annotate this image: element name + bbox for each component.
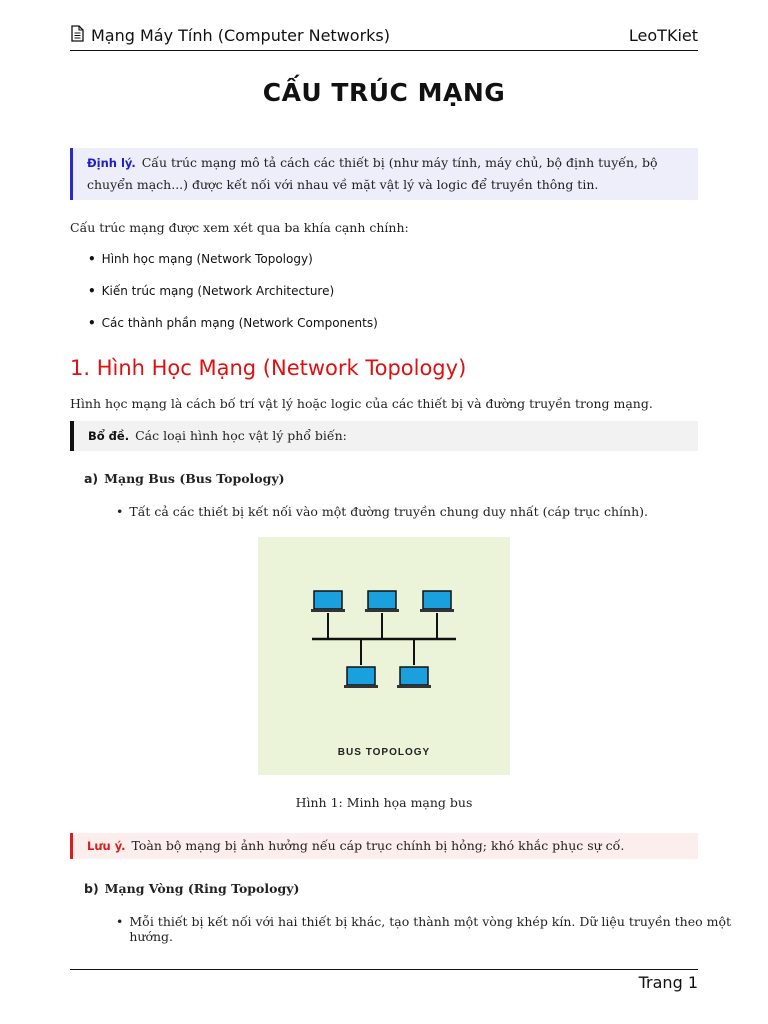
author-name: LeoTKiet (628, 25, 698, 45)
intro-paragraph: Cấu trúc mạng được xem xét qua ba khía cạnh chính: (70, 220, 409, 235)
subsection-bus (84, 471, 285, 486)
lemma-label: Bổ đề. (88, 429, 130, 443)
bus-bullet-text: Tất cả các thiết bị kết nối vào một đường truyền chung duy nhất (cáp trục chính). (129, 504, 649, 519)
definition-label: Định lý. (87, 156, 136, 170)
subsection-ring (84, 881, 299, 896)
section-heading: 1. Hình Học Mạng (Network Topology) (70, 356, 467, 380)
aspect-item-label: Hình học mạng (Network Topology) (101, 252, 313, 266)
page-header (70, 22, 698, 48)
figure-caption: Hình 1: Minh họa mạng bus (295, 795, 473, 810)
aspect-item: • Hình học mạng (Network Topology) (88, 252, 313, 266)
bus-bullet: • Tất cả các thiết bị kết nối vào một đường truyền chung duy nhất (cáp trục chính). (116, 504, 649, 519)
laptop-icon (420, 591, 454, 612)
note-text: Toàn bộ mạng bị ảnh hưởng nếu cáp trục chính bị hỏng; khó khắc phục sự cố. (131, 838, 625, 853)
laptop-icon (397, 667, 431, 688)
bus-topology-figure (258, 537, 510, 775)
lemma-box (70, 421, 698, 451)
aspect-item-label: Kiến trúc mạng (Network Architecture) (101, 284, 335, 298)
ring-bullet: • Mỗi thiết bị kết nối với hai thiết bị khác, tạo thành một vòng khép kín. Dữ liệu truyền theo một hướng. (116, 914, 768, 944)
aspect-item: • Kiến trúc mạng (Network Architecture) (88, 284, 335, 298)
figure-label: BUS TOPOLOGY (337, 747, 431, 758)
header-left (70, 25, 390, 46)
subsection-bus-title: Mạng Bus (Bus Topology) (104, 471, 285, 486)
section-description: Hình học mạng là cách bố trí vật lý hoặc logic của các thiết bị và đường truyền trong mạng. (70, 396, 653, 411)
definition-text: Cấu trúc mạng mô tả cách các thiết bị (như máy tính, máy chủ, bộ định tuyến, bộ chuyển mạch...) được kết nối với nhau về mặt vật lý và logic để truyền thông tin. (87, 155, 658, 192)
ring-bullet-text: Mỗi thiết bị kết nối với hai thiết bị khác, tạo thành một vòng khép kín. Dữ liệu truyền theo một hướng. (129, 914, 732, 944)
bus-topology-diagram (258, 537, 510, 775)
laptop-icon (365, 591, 399, 612)
subsection-ring-title: Mạng Vòng (Ring Topology) (104, 881, 300, 896)
course-title: Mạng Máy Tính (Computer Networks) (91, 25, 390, 45)
document-icon (70, 25, 85, 46)
laptop-icon (344, 667, 378, 688)
aspect-item-label: Các thành phần mạng (Network Components) (101, 316, 378, 330)
aspect-item: • Các thành phần mạng (Network Components) (88, 316, 378, 330)
note-box (70, 833, 698, 859)
definition-box (70, 148, 698, 200)
page-title: CẤU TRÚC MẠNG (262, 78, 506, 107)
note-label: Lưu ý. (87, 839, 126, 853)
page-number: Trang 1 (638, 973, 698, 992)
header-rule (70, 50, 698, 51)
subsection-bus-label: a) (84, 471, 99, 486)
subsection-ring-label: b) (84, 881, 99, 896)
footer-rule (70, 969, 698, 970)
lemma-text: Các loại hình học vật lý phổ biến: (135, 428, 347, 443)
laptop-icon (311, 591, 345, 612)
